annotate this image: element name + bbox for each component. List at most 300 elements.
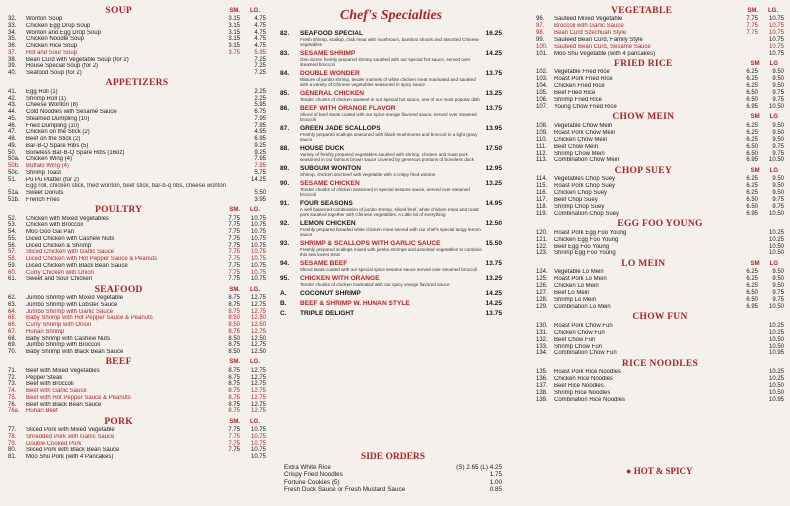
item-price-small: 8.75 [228, 388, 240, 394]
item-price-large: 10.75 [768, 29, 784, 36]
item-number: 127. [536, 290, 548, 297]
menu-item-row [8, 197, 266, 204]
item-name: Beef with Garlic Sauce [26, 388, 87, 394]
item-name: Shrimp Toast [26, 169, 61, 176]
item-price-large: 12.75 [250, 328, 266, 335]
item-number: 56. [8, 242, 17, 249]
item-price-large: 10.25 [768, 322, 784, 329]
item-name: Diced Chicken with Black Bean Sauce [26, 262, 128, 269]
item-price: 13.25 [485, 275, 502, 282]
item-number: 126. [536, 283, 548, 290]
item-price-small: 6.25 [746, 76, 758, 83]
item-number: 86. [280, 105, 290, 112]
item-number: 48. [8, 136, 17, 142]
item-name: Crispy Fried Noodles [284, 471, 343, 479]
item-price-small [734, 230, 758, 237]
item-name: Shredded Pork with Garlic Sauce [26, 433, 115, 440]
item-price-large: 4.75 [254, 43, 266, 49]
item-number: 112. [536, 150, 548, 157]
chef-special-header [280, 200, 502, 207]
item-price: 1.75 [489, 471, 502, 479]
item-number: 98. [536, 29, 545, 36]
item-description: Tender chunks of chicken seasoned in special sesame sauce, served over steamed broccoli [300, 187, 470, 197]
menu-item-row [536, 283, 784, 290]
beef-section [8, 357, 266, 415]
item-price-large: 10.50 [768, 390, 784, 397]
menu-item-row [8, 322, 266, 329]
item-price-small: 3.15 [228, 22, 240, 29]
item-number: 63. [8, 301, 17, 308]
menu-item-row [536, 76, 784, 83]
item-price: 5.75 [254, 169, 266, 176]
item-price-small: 8.75 [228, 295, 240, 301]
item-number: 42. [8, 95, 17, 102]
menu-item-row [8, 441, 266, 448]
item-name: Beef Fried Rice [554, 90, 596, 97]
item-price: 2.25 [254, 95, 266, 102]
item-description: Freshly prepared scallops mixed with jumbo shrimps and assorted vegetables to combine this sea lovers treat [300, 247, 482, 257]
section-title: BEEF [105, 357, 132, 368]
item-name: Beef with Mixed Vegetables [26, 367, 100, 374]
item-price-large: 10.25 [768, 369, 784, 376]
chef-special-header [280, 240, 502, 247]
item-name: Chicken with Broccoli [26, 222, 84, 229]
item-number: 100. [536, 43, 548, 50]
item-description: Sliced of beef steak coated with our spice orange flavored sauce, served over steamed broccoli [300, 112, 477, 122]
menu-item-row [536, 37, 784, 44]
menu-item-row [536, 390, 784, 397]
item-number: 36. [8, 43, 17, 49]
menu-item-row [8, 23, 266, 30]
fried-rice-section [536, 58, 784, 110]
section-title: EGG FOO YOUNG [617, 219, 703, 230]
item-name: Beef on the Stick (2) [26, 136, 81, 142]
item-price-small: 7.75 [228, 447, 240, 454]
section-header [8, 78, 266, 89]
item-price: 14.95 [485, 200, 502, 207]
item-name: Cheese Wonton (8) [26, 102, 78, 109]
item-number: A. [280, 290, 287, 297]
item-price-large: 9.50 [772, 122, 784, 129]
item-price: 9.25 [254, 142, 266, 149]
item-number: 43. [8, 102, 17, 109]
item-price-large: 10.75 [250, 256, 266, 262]
item-name: Sauteed Bean Curd, Sesame Sauce [554, 43, 651, 50]
section-title: FRIED RICE [613, 58, 673, 69]
item-number: 124. [536, 269, 548, 276]
item-name: Boneless Bar-B-Q Spare Ribs (16oz) [26, 149, 125, 156]
item-number: 132. [536, 336, 548, 343]
menu-item-row [8, 190, 266, 197]
pork-section [8, 416, 266, 461]
item-name: Double Cooked Pork [26, 440, 82, 447]
chop-suey-section [536, 165, 784, 217]
item-name: Shrimp Roll (1) [26, 95, 67, 102]
size-labels [229, 359, 266, 365]
size-labels [229, 287, 266, 293]
item-description: Variety of freshly prepared vegetables sautéed with shrimp, chicken and roast pork seasoned in our famous brown sauce covered by generous portions of boneless duck [300, 152, 474, 162]
item-name: Wonton Soup [26, 16, 63, 22]
item-price: 15.50 [485, 240, 502, 247]
item-price: 5.95 [254, 102, 266, 109]
item-price-small: 7.75 [228, 242, 240, 249]
item-number: 114. [536, 176, 548, 183]
menu-item-row [8, 57, 266, 64]
item-price-small: 7.75 [746, 29, 758, 36]
chef-special-item [280, 220, 502, 237]
item-price: 9.25 [254, 149, 266, 156]
item-price-small [734, 237, 758, 244]
item-number: 34. [8, 29, 17, 36]
item-number: 90. [280, 180, 290, 187]
chef-specialties-list [280, 30, 502, 317]
item-name: Sliced Chicken with Garlic Sauce [26, 249, 115, 256]
item-number: 113. [536, 157, 548, 164]
item-price-large: 12.50 [250, 335, 266, 342]
item-price-large: 10.75 [250, 222, 266, 229]
item-name: SESAME CHICKEN [300, 180, 360, 187]
item-price-large: 10.75 [250, 242, 266, 249]
item-price-small: 6.25 [746, 190, 758, 197]
item-price-small: 6.25 [746, 276, 758, 283]
item-number: 88. [280, 145, 290, 152]
item-name: Roast Pork Egg Foo Young [554, 229, 627, 236]
menu-item-row [8, 63, 266, 70]
item-number: 83. [280, 50, 290, 57]
menu-item-row [536, 23, 784, 30]
item-price: 17.50 [485, 145, 502, 152]
item-name: BEEF WITH ORANGE FLAVOR [300, 105, 396, 112]
item-name: Chicken Chow Fun [554, 329, 605, 336]
item-number: 78. [8, 433, 17, 440]
item-name: Chicken Chow Mein [554, 136, 608, 143]
menu-item-row [8, 183, 266, 190]
item-name: Egg roll, chicken stick, fried wonton, beef stick, bar-b-q ribs, cheese wonton [26, 183, 227, 190]
item-name: Sliced Pork with Mixed Vegetable [26, 427, 115, 433]
menu-item-row [8, 447, 266, 454]
item-name: Moo Shu Pork (with 4 Pancakes) [26, 454, 114, 460]
menu-item-row [536, 269, 784, 276]
item-number: 50c. [8, 169, 20, 176]
item-name: SHRIMP & SCALLOPS WITH GARLIC SAUCE [300, 240, 441, 247]
soup-section [8, 5, 266, 77]
item-number: 39. [8, 63, 17, 70]
item-price-large: 12.75 [250, 408, 266, 415]
chef-special-header [280, 70, 502, 77]
item-number: 33. [8, 22, 17, 29]
side-orders-section [284, 452, 502, 493]
item-price-large: 7.25 [254, 56, 266, 63]
menu-item-row [536, 344, 784, 351]
item-name: Combination Rice Noodles [554, 396, 626, 403]
menu-item-row [536, 104, 784, 111]
item-name: Beef Egg Foo Young [554, 243, 610, 250]
menu-item-row [536, 176, 784, 183]
item-price-large: 10.75 [250, 276, 266, 283]
item-price-small [216, 57, 240, 64]
item-number: 37. [8, 49, 17, 56]
item-price-large: 10.50 [768, 210, 784, 217]
item-price-large: 10.25 [768, 376, 784, 383]
item-number: 97. [536, 22, 545, 29]
item-number: 53. [8, 222, 17, 229]
item-number: 72. [8, 374, 17, 381]
item-number: 76a. [8, 408, 20, 415]
item-price-small: 8.75 [228, 301, 240, 308]
item-number: 130. [536, 322, 548, 329]
size-large-label: LG [769, 60, 778, 67]
menu-item-row [8, 402, 266, 409]
item-name: Beef Chow Fun [554, 336, 596, 343]
item-price-small: 6.25 [746, 129, 758, 136]
item-price-large: 10.50 [768, 303, 784, 310]
item-number: 67. [8, 328, 17, 335]
item-price-large: 9.75 [772, 290, 784, 297]
menu-item-row [536, 290, 784, 297]
item-number: 79. [8, 440, 17, 447]
left-column [8, 4, 266, 461]
section-header [536, 5, 784, 16]
item-price-large: 9.50 [772, 76, 784, 83]
size-labels [229, 8, 266, 14]
menu-item-row [8, 222, 266, 229]
menu-item-row [8, 388, 266, 395]
item-price: 13.75 [485, 70, 502, 77]
menu-item-row [8, 295, 266, 302]
menu-item-row [8, 70, 266, 77]
item-price: 12.95 [485, 165, 502, 172]
item-price: 14.25 [485, 300, 502, 307]
menu-item-row [8, 302, 266, 309]
size-large-label: LG [769, 260, 778, 267]
chef-special-item [280, 310, 502, 317]
item-number: 122. [536, 243, 548, 250]
menu-item-row [536, 244, 784, 251]
item-price-large: 9.50 [772, 283, 784, 290]
item-price-large: 9.50 [772, 190, 784, 197]
item-number: 71. [8, 367, 17, 374]
item-name: Roast Pork Chow Mein [554, 129, 616, 136]
item-number: 104. [536, 83, 548, 90]
item-price-large: 12.50 [250, 315, 266, 322]
item-price-small [734, 323, 758, 330]
item-name: Egg Roll (1) [26, 88, 58, 95]
item-number: 103. [536, 76, 548, 83]
item-price-large: 10.50 [768, 336, 784, 343]
menu-item-row [536, 157, 784, 164]
item-number: 123. [536, 250, 548, 257]
menu-item-row [536, 130, 784, 137]
item-name: Chicken on the Stick (2) [26, 129, 90, 136]
menu-item-row [8, 427, 266, 434]
item-name: Baby Shrimp with Hot Pepper Sauce & Peanuts [26, 315, 153, 322]
item-number: 101. [536, 50, 548, 57]
item-price-small [734, 344, 758, 351]
item-name: Wonton and Egg Drop Soup [26, 29, 101, 36]
item-price-small [734, 330, 758, 337]
item-price-large: 4.75 [254, 16, 266, 22]
item-number: 85. [280, 90, 290, 97]
menu-item-row [8, 249, 266, 256]
item-price-large: 10.25 [768, 229, 784, 236]
chef-special-header [280, 30, 502, 37]
item-description: Freshly prepared scallops seasoned with black mushrooms and broccoli in a light gravy sauce [300, 132, 478, 142]
item-name: Moo Shu Vegetable (with 4 pancakes) [554, 50, 656, 57]
chef-special-item [280, 180, 502, 197]
item-number: B. [280, 300, 287, 307]
item-name: COCONUT SHRIMP [300, 290, 361, 297]
size-large-label: LG [769, 114, 778, 121]
menu-item-row [8, 177, 266, 184]
item-price: 16.25 [485, 30, 502, 37]
item-name: Shrimp Chop Suey [554, 203, 605, 210]
item-price-large: 9.50 [772, 69, 784, 76]
item-number: 41. [8, 88, 17, 95]
size-labels [229, 207, 266, 213]
item-number: 94. [280, 260, 290, 267]
size-labels [751, 61, 784, 67]
section-header [536, 58, 784, 69]
section-header [536, 112, 784, 123]
menu-item-row [8, 129, 266, 136]
item-name: Roast Pork Fried Rice [554, 76, 613, 83]
size-labels [751, 114, 784, 120]
menu-item-row [536, 190, 784, 197]
item-price-small: 6.25 [746, 183, 758, 190]
item-price-large: 12.75 [250, 394, 266, 401]
item-name: Jumbo Shrimp with Mixed Vegetable [26, 295, 124, 301]
menu-item-row [536, 151, 784, 158]
item-number: 76. [8, 401, 17, 408]
item-name: Hunan Beef [26, 408, 58, 415]
item-name: Baby Shrimp with Cashew Nuts [26, 335, 111, 342]
item-number: 60. [8, 269, 17, 276]
lo-mein-section [536, 258, 784, 310]
poultry-section [8, 205, 266, 284]
item-price: 1.00 [489, 478, 502, 486]
menu-item-row [8, 329, 266, 336]
item-price-large: 10.75 [250, 427, 266, 433]
item-number: 117. [536, 197, 548, 204]
size-labels [747, 8, 784, 14]
item-name: Roast Pork Chop Suey [554, 183, 616, 190]
size-small-label: SM [750, 260, 760, 267]
item-price-small: 6.25 [746, 269, 758, 276]
item-price-large: 10.95 [768, 396, 784, 403]
item-name: Curry Chicken with Onion [26, 269, 95, 276]
item-price-small [734, 244, 758, 251]
item-number: 65. [8, 315, 17, 322]
section-header [8, 284, 266, 295]
item-name: Jumbo Shrimp with Broccoli [26, 342, 101, 349]
menu-item-row [536, 276, 784, 283]
item-description: Mixture of jumbo shrimp, tender morsels of white chicken meat marinated and sautéed with a variety of Chinese vegetables seasoned in spicy sauce [300, 77, 476, 87]
menu-item-row [8, 256, 266, 263]
menu-item-row [536, 30, 784, 37]
item-price-large: 10.75 [768, 50, 784, 57]
hot-spicy-marker-icon: ● [626, 466, 634, 476]
item-number: 44. [8, 109, 17, 115]
item-number: 75. [8, 394, 17, 401]
item-number: 131. [536, 329, 548, 336]
item-name: GREEN JADE SCALLOPS [300, 125, 381, 132]
item-price-small: 8.75 [228, 367, 240, 374]
item-name: Young Chow Fried Rice [554, 103, 617, 110]
item-name: Sliced Pork with Black Bean Sauce [26, 447, 120, 454]
section-header [536, 358, 784, 369]
item-description: One dozen freshly prepared shrimp sautéed with our special hot sauce, served over steamed broccoli [300, 57, 471, 67]
item-name: Sweet Donuts [26, 190, 64, 196]
item-price-large: 10.50 [768, 383, 784, 390]
item-price-large: 12.50 [250, 349, 266, 355]
menu-item-row [8, 336, 266, 343]
chef-special-header [280, 90, 502, 97]
menu-item-row [8, 342, 266, 349]
item-price-small: 6.50 [746, 143, 758, 150]
right-column [536, 4, 784, 404]
item-name: Chicken Lo Mein [554, 283, 599, 290]
item-name: Vegetable Chow Mein [554, 122, 613, 129]
chow-fun-section [536, 312, 784, 358]
item-price-small [734, 376, 758, 383]
item-price-large: 12.75 [250, 308, 266, 315]
item-name: Shrimp Egg Foo Young [554, 250, 616, 257]
item-price-large: 4.75 [254, 36, 266, 43]
item-price-small: 7.75 [228, 262, 240, 269]
item-name: Jumbo Shrimp with Garlic Sauce [26, 308, 114, 315]
item-price: 7.95 [254, 115, 266, 122]
item-price-large: 12.75 [250, 381, 266, 388]
menu-item-row [536, 397, 784, 404]
item-name: Steamed Dumpling (10) [26, 115, 90, 122]
item-number: 128. [536, 297, 548, 303]
item-name: Beef Chop Suey [554, 197, 598, 204]
chef-special-header [280, 125, 502, 132]
item-price-small: 7.75 [746, 22, 758, 29]
item-price: 13.75 [485, 310, 502, 317]
item-price-large: 10.75 [250, 249, 266, 256]
item-number: 47. [8, 129, 17, 136]
item-price-large: 9.75 [772, 150, 784, 157]
item-price-large: 5.95 [254, 49, 266, 56]
menu-item-row [8, 43, 266, 50]
item-number: 74. [8, 388, 17, 394]
item-price-small: 8.50 [228, 349, 240, 355]
menu-item-row [536, 330, 784, 337]
chef-special-item [280, 105, 502, 122]
item-price-small: 8.75 [228, 328, 240, 335]
item-name: SESAME SHRIMP [300, 50, 356, 57]
item-name: LEMON CHICKEN [300, 220, 356, 227]
item-price: 13.75 [485, 105, 502, 112]
center-column [280, 4, 502, 320]
item-number: 45. [8, 115, 17, 122]
menu-item-row [8, 170, 266, 177]
item-number: 52. [8, 215, 17, 222]
item-name: Fried Dumpling (10) [26, 122, 80, 129]
item-price-small: 7.75 [228, 215, 240, 222]
chef-special-item [280, 300, 502, 307]
chef-special-item [280, 70, 502, 87]
item-name: GENERAL CHICKEN [300, 90, 364, 97]
item-price-small: 6.95 [746, 210, 758, 217]
item-number: 49. [8, 142, 17, 149]
menu-item-row [536, 369, 784, 376]
item-name: Broccoli with Garlic Sauce [554, 22, 624, 29]
item-name: Seafood Soup (for 2) [26, 70, 82, 76]
item-price-small [734, 397, 758, 404]
item-price-large: 4.75 [254, 29, 266, 36]
